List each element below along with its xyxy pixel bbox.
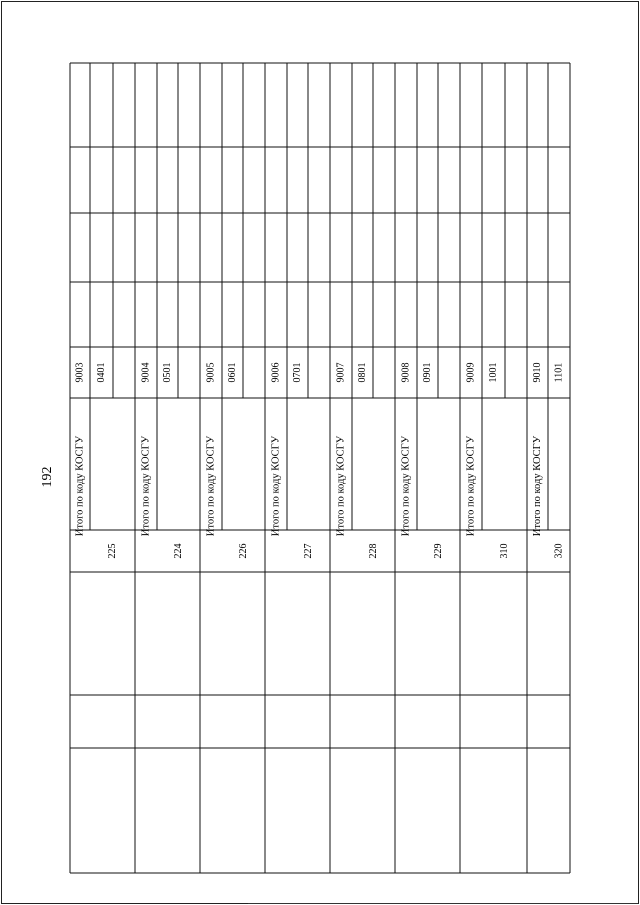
section-code-8: 1101 [553, 362, 565, 383]
total-code-1: 9003 [74, 362, 86, 383]
article-code-6: 229 [433, 543, 444, 559]
table-text [75, 363, 565, 559]
row-label-total-4: Итого по коду КОСГУ [270, 435, 282, 537]
article-code-2: 224 [173, 543, 184, 559]
row-label-total-6: Итого по коду КОСГУ [400, 435, 412, 537]
row-label-total-3: Итого по коду КОСГУ [205, 435, 217, 537]
total-code-7: 9009 [465, 362, 477, 383]
section-code-4: 0701 [292, 362, 303, 383]
total-code-2: 9004 [140, 362, 152, 383]
article-code-4: 227 [303, 543, 314, 559]
total-code-4: 9006 [270, 362, 282, 383]
total-code-3: 9005 [205, 362, 217, 383]
total-code-8: 9010 [532, 362, 543, 383]
section-code-1: 0401 [96, 362, 107, 383]
article-code-8: 320 [553, 543, 565, 559]
page-number: 192 [40, 466, 55, 488]
row-label-total-1: Итого по коду КОСГУ [74, 435, 86, 537]
article-code-3: 226 [238, 543, 249, 559]
row-label-total-7: Итого по коду КОСГУ [465, 435, 477, 537]
row-label-total-5: Итого по коду КОСГУ [335, 435, 347, 537]
total-code-5: 9007 [335, 362, 347, 383]
article-code-5: 228 [368, 543, 379, 559]
article-code-1: 225 [107, 543, 118, 559]
total-code-6: 9008 [400, 362, 412, 383]
article-code-7: 310 [499, 543, 510, 559]
section-code-2: 0501 [162, 362, 173, 383]
section-code-5: 0801 [357, 362, 368, 383]
row-label-total-2: Итого по коду КОСГУ [140, 435, 152, 537]
section-code-3: 0601 [227, 362, 238, 383]
row-label-total-8: Итого по коду КОСГУ [532, 435, 543, 537]
scan-edge-line [248, 903, 638, 904]
section-code-7: 1001 [488, 362, 499, 383]
section-code-6: 0901 [422, 362, 433, 383]
